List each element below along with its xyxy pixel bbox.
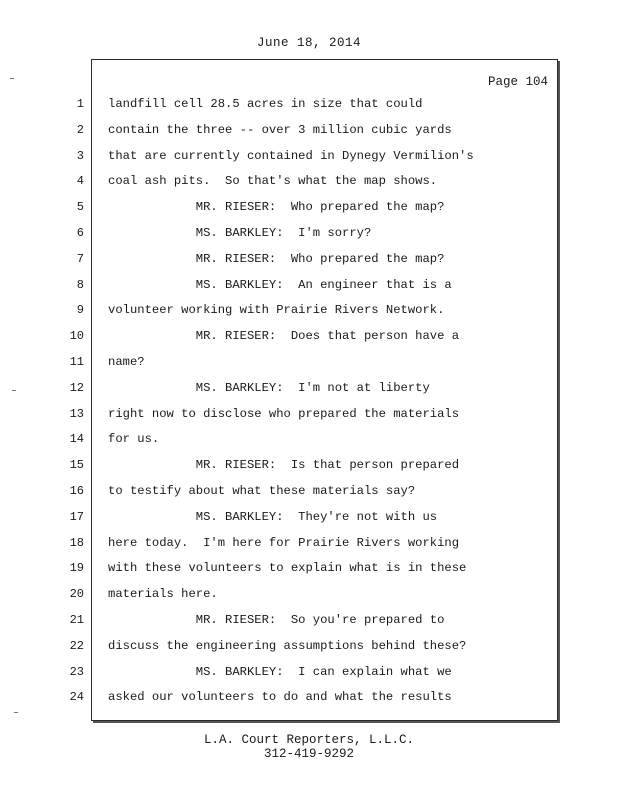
line-number: 7 xyxy=(76,251,84,266)
transcript-line: MR. RIESER: Is that person prepared xyxy=(108,458,460,473)
transcript-line: MS. BARKLEY: They're not with us xyxy=(108,509,438,524)
footer-phone: 312-419-9292 xyxy=(263,747,354,761)
transcript-text xyxy=(108,93,548,712)
line-number: 23 xyxy=(69,664,84,679)
transcript-date: June 18, 2014 xyxy=(256,36,362,50)
transcript-line: MR. RIESER: Who prepared the map? xyxy=(108,200,445,215)
line-number: 1 xyxy=(76,97,84,111)
line-number: 21 xyxy=(69,612,84,627)
line-number: 4 xyxy=(76,174,84,189)
transcript-line: here today. I'm here for Prairie Rivers working xyxy=(108,535,460,550)
line-number: 6 xyxy=(76,225,84,240)
line-number-column xyxy=(60,93,84,712)
line-number: 14 xyxy=(69,432,84,447)
transcript-line: asked our volunteers to do and what the results xyxy=(108,690,452,705)
line-number: 12 xyxy=(69,380,84,395)
transcript-line: for us. xyxy=(108,432,160,447)
transcript-line: MS. BARKLEY: I can explain what we xyxy=(108,664,452,679)
line-number: 22 xyxy=(69,638,84,653)
transcript-line: with these volunteers to explain what is in these xyxy=(108,561,467,576)
transcript-line: materials here. xyxy=(108,587,218,602)
transcript-line: MS. BARKLEY: I'm sorry? xyxy=(108,225,372,240)
transcript-line: MS. BARKLEY: An engineer that is a xyxy=(108,277,452,292)
line-number: 5 xyxy=(76,200,84,215)
line-number: 10 xyxy=(69,329,84,344)
transcript-line: right now to disclose who prepared the materials xyxy=(108,406,460,421)
scan-speck xyxy=(10,78,14,79)
page-number: Page 104 xyxy=(487,75,548,89)
line-number: 2 xyxy=(76,122,84,137)
line-number: 20 xyxy=(69,587,84,602)
transcript-line: contain the three -- over 3 million cubic yards xyxy=(108,122,452,137)
transcript-line: MR. RIESER: So you're prepared to xyxy=(108,612,445,627)
transcript-line: name? xyxy=(108,354,145,369)
line-number: 8 xyxy=(76,277,84,292)
line-number: 19 xyxy=(69,561,84,576)
line-number: 24 xyxy=(69,690,84,705)
line-number: 13 xyxy=(69,406,84,421)
transcript-line: landfill cell 28.5 acres in size that could xyxy=(108,97,423,111)
transcript-line: that are currently contained in Dynegy Vermilion's xyxy=(108,148,474,163)
transcript-line: coal ash pits. So that's what the map shows. xyxy=(108,174,438,189)
scan-speck xyxy=(14,712,18,713)
line-number: 18 xyxy=(69,535,84,550)
transcript-line: MR. RIESER: Does that person have a xyxy=(108,329,460,344)
transcript-line: MR. RIESER: Who prepared the map? xyxy=(108,251,445,266)
transcript-line: volunteer working with Prairie Rivers Network. xyxy=(108,303,445,318)
line-number: 11 xyxy=(69,354,84,369)
line-number: 9 xyxy=(76,303,84,318)
transcript-line: discuss the engineering assumptions behind these? xyxy=(108,638,467,653)
transcript-line: to testify about what these materials say? xyxy=(108,483,416,498)
footer-company: L.A. Court Reporters, L.L.C. xyxy=(203,733,415,747)
line-number: 17 xyxy=(69,509,84,524)
line-number: 15 xyxy=(69,458,84,473)
scan-speck xyxy=(12,390,16,391)
transcript-line: MS. BARKLEY: I'm not at liberty xyxy=(108,380,430,395)
line-number: 3 xyxy=(76,148,84,163)
line-number: 16 xyxy=(69,483,84,498)
